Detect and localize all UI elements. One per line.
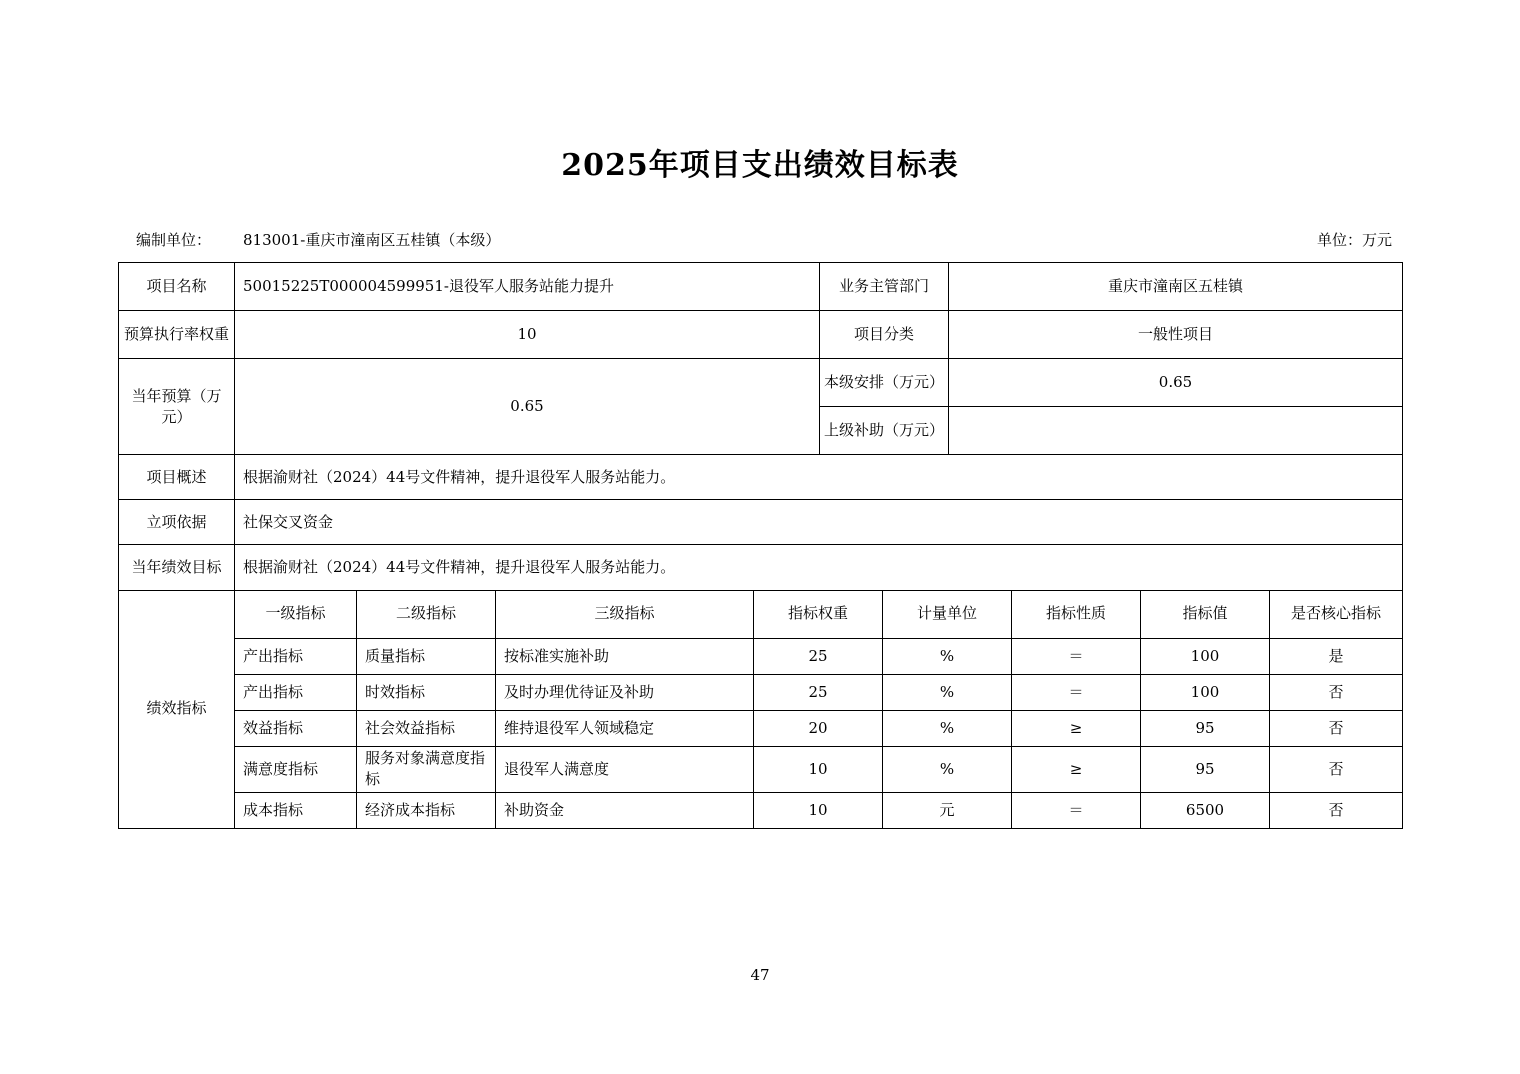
- goal-label: 当年绩效目标: [119, 545, 235, 591]
- header-level3: 三级指标: [496, 590, 754, 638]
- cell-nature: ＝: [1012, 792, 1141, 828]
- cell-value: 100: [1141, 674, 1270, 710]
- cell-level3: 及时办理优待证及补助: [496, 674, 754, 710]
- cell-unit: %: [883, 746, 1012, 792]
- basis-label: 立项依据: [119, 500, 235, 545]
- cell-level3: 补助资金: [496, 792, 754, 828]
- cell-unit: %: [883, 674, 1012, 710]
- cell-unit: 元: [883, 792, 1012, 828]
- cell-core: 否: [1270, 710, 1403, 746]
- local-arrangement-value: 0.65: [949, 359, 1403, 407]
- cell-level2: 社会效益指标: [357, 710, 496, 746]
- indicator-table: [118, 590, 1403, 829]
- cell-level1: 产出指标: [235, 674, 357, 710]
- overview-value: 根据渝财社（2024）44号文件精神，提升退役军人服务站能力。: [235, 455, 1403, 500]
- exec-rate-label: 预算执行率权重: [119, 311, 235, 359]
- local-arrangement-label: 本级安排（万元）: [820, 359, 949, 407]
- org-value: 813001-重庆市潼南区五桂镇（本级）: [243, 231, 501, 249]
- header-level2: 二级指标: [357, 590, 496, 638]
- header-nature: 指标性质: [1012, 590, 1141, 638]
- project-name-label: 项目名称: [119, 263, 235, 311]
- table-row: [119, 746, 1403, 792]
- upper-subsidy-value: [949, 407, 1403, 455]
- cell-core: 是: [1270, 638, 1403, 674]
- cell-unit: %: [883, 638, 1012, 674]
- cell-level2: 服务对象满意度指标: [357, 746, 496, 792]
- project-name-value: 50015225T000004599951-退役军人服务站能力提升: [235, 263, 820, 311]
- budget-value: 0.65: [235, 359, 820, 455]
- cell-core: 否: [1270, 746, 1403, 792]
- indicator-section-label: 绩效指标: [119, 590, 235, 828]
- org-label: 编制单位：: [136, 231, 212, 249]
- budget-label: 当年预算（万元）: [119, 359, 235, 455]
- project-info-table: [118, 262, 1403, 591]
- cell-level1: 产出指标: [235, 638, 357, 674]
- unit-label: 单位：万元: [1316, 231, 1392, 249]
- cell-weight: 10: [754, 792, 883, 828]
- cell-level1: 效益指标: [235, 710, 357, 746]
- table-row: [119, 638, 1403, 674]
- cell-value: 95: [1141, 710, 1270, 746]
- cell-value: 100: [1141, 638, 1270, 674]
- basis-value: 社保交叉资金: [235, 500, 1403, 545]
- cell-level3: 维持退役军人领域稳定: [496, 710, 754, 746]
- header-level1: 一级指标: [235, 590, 357, 638]
- cell-value: 95: [1141, 746, 1270, 792]
- header-core: 是否核心指标: [1270, 590, 1403, 638]
- cell-level2: 经济成本指标: [357, 792, 496, 828]
- cell-level2: 质量指标: [357, 638, 496, 674]
- cell-level3: 按标准实施补助: [496, 638, 754, 674]
- cell-core: 否: [1270, 674, 1403, 710]
- page-title: 2025年项目支出绩效目标表: [561, 148, 959, 183]
- exec-rate-value: 10: [235, 311, 820, 359]
- cell-weight: 20: [754, 710, 883, 746]
- category-value: 一般性项目: [949, 311, 1403, 359]
- cell-weight: 25: [754, 638, 883, 674]
- cell-value: 6500: [1141, 792, 1270, 828]
- cell-level1: 成本指标: [235, 792, 357, 828]
- page-number: 47: [750, 966, 770, 984]
- category-label: 项目分类: [820, 311, 949, 359]
- dept-label: 业务主管部门: [820, 263, 949, 311]
- header-weight: 指标权重: [754, 590, 883, 638]
- table-row: [119, 674, 1403, 710]
- overview-label: 项目概述: [119, 455, 235, 500]
- cell-core: 否: [1270, 792, 1403, 828]
- meta-row: [118, 229, 1402, 249]
- cell-weight: 25: [754, 674, 883, 710]
- cell-level1: 满意度指标: [235, 746, 357, 792]
- dept-value: 重庆市潼南区五桂镇: [949, 263, 1403, 311]
- cell-nature: ＝: [1012, 638, 1141, 674]
- goal-value: 根据渝财社（2024）44号文件精神，提升退役军人服务站能力。: [235, 545, 1403, 591]
- table-row: [119, 710, 1403, 746]
- header-value: 指标值: [1141, 590, 1270, 638]
- cell-nature: ≥: [1012, 710, 1141, 746]
- cell-unit: %: [883, 710, 1012, 746]
- cell-level2: 时效指标: [357, 674, 496, 710]
- upper-subsidy-label: 上级补助（万元）: [820, 407, 949, 455]
- cell-level3: 退役军人满意度: [496, 746, 754, 792]
- cell-nature: ≥: [1012, 746, 1141, 792]
- cell-nature: ＝: [1012, 674, 1141, 710]
- header-unit: 计量单位: [883, 590, 1012, 638]
- cell-weight: 10: [754, 746, 883, 792]
- table-row: [119, 792, 1403, 828]
